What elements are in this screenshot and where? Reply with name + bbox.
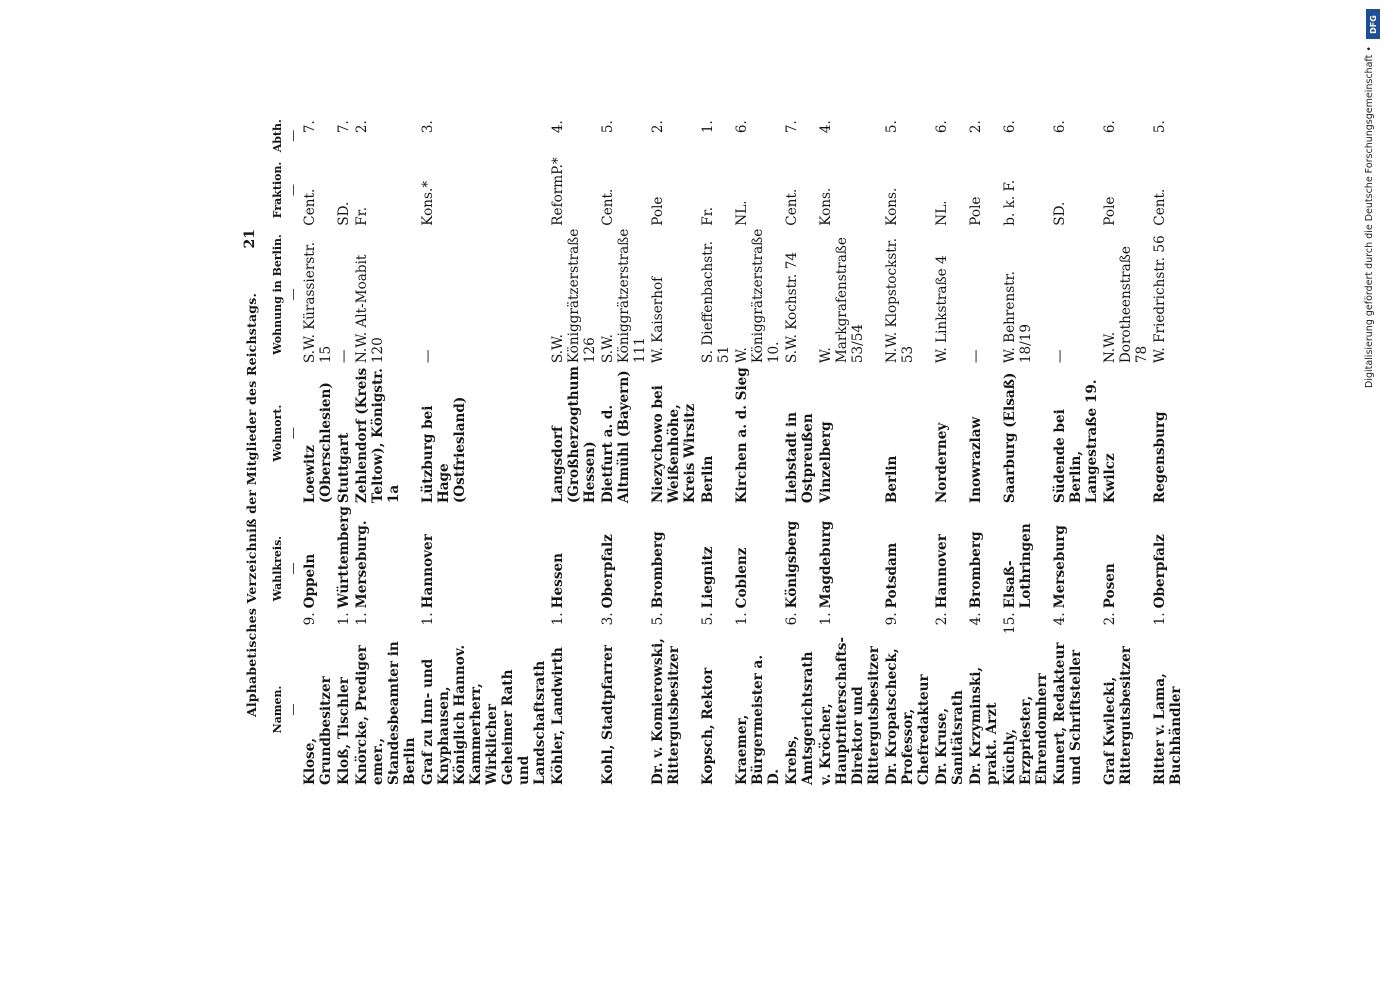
col-header-fraktion: Fraktion.: [271, 161, 284, 219]
wohnort: Langsdorf (Großherzogthum Hessen): [550, 366, 598, 504]
wahlkreis-name: Württemberg: [336, 506, 352, 609]
member-name: Kopsch, Rektor: [700, 667, 716, 785]
wahlkreis-name: Oppeln: [302, 553, 318, 609]
fraktion: Kons.: [884, 187, 900, 226]
wahlkreis-number: 1.: [734, 612, 750, 626]
wohnung-berlin: N.W. Klopstockstr. 53: [884, 237, 916, 364]
table-row: [818, 117, 882, 785]
fraktion: b. k. F.: [1002, 179, 1018, 226]
abtheilung: 6.: [934, 120, 950, 134]
wahlkreis-number: 4.: [1052, 612, 1068, 626]
table-row: [600, 117, 648, 785]
col-header-wohnung-berlin: Wohnung in Berlin.: [271, 234, 284, 355]
fraktion: Cent.: [600, 188, 616, 226]
abtheilung: 6.: [1052, 120, 1068, 134]
wahlkreis-number: 1.: [336, 612, 352, 626]
wohnort: Kwilcz: [1102, 453, 1118, 504]
member-name: Kloß, Tischler: [336, 677, 352, 785]
fraktion: ReformP.*: [550, 157, 566, 226]
table-row: [302, 117, 334, 785]
wahlkreis-name: Potsdam: [884, 542, 900, 609]
wahlkreis-name: Liegnitz: [700, 546, 716, 609]
member-name: Graf Kwilecki, Rittergutsbesitzer: [1102, 646, 1134, 785]
table-row: [1002, 117, 1050, 785]
wohnung-berlin: N.W. Alt-Moabit 120: [354, 254, 386, 364]
wohnort: Berlin: [700, 455, 716, 504]
wahlkreis-number: 2.: [934, 612, 950, 626]
wahlkreis-name: Magdeburg: [818, 520, 834, 609]
wahlkreis-name: Bromberg: [650, 531, 666, 609]
table-row: [336, 117, 352, 785]
abtheilung: 5.: [1152, 120, 1168, 134]
table-row: [650, 117, 698, 785]
header-dash: —: [286, 427, 300, 440]
wahlkreis-number: 15.: [1002, 612, 1018, 634]
wohnort: Regensburg: [1152, 411, 1168, 504]
member-name: Köhler, Landwirth: [550, 647, 566, 785]
wahlkreis-name: Hannover: [420, 534, 436, 609]
members-table-body: [302, 117, 1186, 785]
member-name: Graf zu Inn- und Knyphausen, Königlich Hannov. Kammerherr, Wirklicher Geheimer Rath und Landschaftsrath: [420, 644, 548, 785]
running-title: Alphabetisches Verzeichniß der Mitglieder des Reichstags.: [244, 292, 259, 718]
table-row: [700, 117, 732, 785]
fraktion: Kons.*: [420, 180, 436, 226]
member-name: Kohl, Stadtpfarrer: [600, 644, 616, 785]
wohnort: Stuttgart: [336, 432, 352, 504]
wohnort: Südende bei Berlin, Langestraße 19.: [1052, 379, 1100, 504]
fraktion: Fr.: [700, 206, 716, 226]
abtheilung: 7.: [302, 120, 318, 134]
wohnung-berlin: S. Dieffenbachstr. 51: [700, 240, 732, 364]
wahlkreis-name: Bromberg: [968, 531, 984, 609]
abtheilung: 4.: [550, 120, 566, 134]
col-header-name: Namen.: [271, 685, 284, 734]
wohnort: Niezychowo bei Weißenhöhe, Kreis Wirsitz: [650, 385, 698, 504]
wahlkreis-name: Coblenz: [734, 547, 750, 609]
member-name: Dr. Kropatscheck, Professor, Chefredakteur: [884, 648, 932, 785]
table-row: [354, 117, 418, 785]
wahlkreis-number: 2.: [1102, 612, 1118, 626]
member-name: Küchly, Erzpriester, Ehrendomherr: [1002, 673, 1050, 785]
wohnort: Dietfurt a. d. Altmühl (Bayern): [600, 370, 632, 504]
table-row: [968, 117, 1000, 785]
abtheilung: 7.: [784, 120, 800, 134]
wohnung-berlin: S.W. Königgrätzerstraße 111: [600, 228, 648, 364]
fraktion: Pole: [650, 196, 666, 226]
table-row: [1052, 117, 1100, 785]
member-name: Dr. v. Komierowski, Rittergutsbesitzer: [650, 638, 682, 785]
dfg-logo: DFG: [1366, 9, 1380, 39]
wohnort: Vinzelberg: [818, 421, 834, 504]
fraktion: SD.: [1052, 201, 1068, 226]
col-header-wohnort: Wohnort.: [271, 404, 284, 462]
wohnung-berlin: —: [1052, 349, 1068, 364]
wohnung-berlin: —: [336, 349, 352, 364]
wohnung-berlin: S.W. Kürassierstr. 15: [302, 241, 334, 364]
wahlkreis-number: 9.: [302, 612, 318, 626]
wohnung-berlin: W. Kaiserhof: [650, 276, 666, 364]
fraktion: SD.: [336, 201, 352, 226]
fraktion: Pole: [1102, 196, 1118, 226]
wohnort: Liebstadt in Ostpreußen: [784, 411, 816, 504]
col-header-wahlkreis: Wahlkreis.: [271, 535, 284, 602]
member-name: Knörcke, Prediger emer., Standesbeamter in Berlin: [354, 641, 418, 785]
member-name: Krebs, Amtsgerichtsrath: [784, 651, 816, 785]
wohnort: Saarburg (Elsaß): [1002, 372, 1018, 504]
fraktion: Cent.: [784, 188, 800, 226]
abtheilung: 6.: [734, 120, 750, 134]
member-name: Dr. Krzyminski, prakt. Arzt: [968, 666, 1000, 785]
wohnort: Lützburg bei Hage (Ostfriesland): [420, 396, 468, 504]
wohnort: Norderney: [934, 422, 950, 504]
abtheilung: 2.: [354, 120, 370, 134]
wahlkreis-name: Posen: [1102, 563, 1118, 609]
table-row: [934, 117, 966, 785]
fraktion: NL.: [934, 200, 950, 226]
abtheilung: 7.: [336, 120, 352, 134]
abtheilung: 6.: [1102, 120, 1118, 134]
wahlkreis-number: 1.: [354, 612, 370, 626]
fraktion: Kons.: [818, 187, 834, 226]
header-dash: —: [286, 129, 300, 142]
wohnort: Zehlendorf (Kreis Teltow), Königstr. 1a: [354, 367, 402, 504]
abtheilung: 5.: [884, 120, 900, 134]
abtheilung: 6.: [1002, 120, 1018, 134]
row-spacer: [1184, 117, 1186, 785]
wahlkreis-number: 1.: [550, 612, 566, 626]
wohnort: Inowrazlaw: [968, 416, 984, 504]
abtheilung: 2.: [650, 120, 666, 134]
col-header-abtheilung: Abth.: [271, 119, 284, 153]
member-name: Klose, Grundbesitzer: [302, 676, 334, 785]
fraktion: Pole: [968, 196, 984, 226]
table-row: [550, 117, 598, 785]
wahlkreis-number: 9.: [884, 612, 900, 626]
table-row: [884, 117, 932, 785]
wahlkreis-name: Elsaß-Lothringen: [1002, 523, 1034, 609]
fraktion: Fr.: [354, 206, 370, 226]
wahlkreis-name: Merseburg.: [354, 520, 370, 609]
wahlkreis-number: 4.: [968, 612, 984, 626]
row-spacer-cell: [1184, 117, 1186, 785]
header-dash: —: [286, 288, 300, 301]
rotated-register-page: [242, 119, 1184, 785]
member-name: Kraemer, Bürgermeister a. D.: [734, 654, 782, 785]
table-row: [1102, 117, 1150, 785]
header-dash: —: [286, 562, 300, 575]
wahlkreis-number: 1.: [420, 612, 436, 626]
wohnung-berlin: N.W. Dorotheenstraße 78: [1102, 246, 1150, 364]
wahlkreis-name: Hessen: [550, 552, 566, 609]
header-dash: —: [286, 703, 300, 716]
wahlkreis-name: Königsberg: [784, 520, 800, 609]
wahlkreis-number: 1.: [818, 612, 834, 626]
fraktion: Cent.: [302, 188, 318, 226]
table-row: [734, 117, 782, 785]
table-row: [784, 117, 816, 785]
member-name: Dr. Kruse, Sanitätsrath: [934, 690, 966, 785]
wohnung-berlin: W. Markgrafenstraße 53/54: [818, 237, 866, 364]
header-dash-row: [288, 117, 302, 785]
digitization-credit: Digitalisierung gefördert durch die Deutsche Forschungsgemeinschaft •: [1364, 46, 1375, 388]
wohnung-berlin: W. Friedrichstr. 56: [1152, 235, 1168, 364]
member-name: Ritter v. Lama, Buchhändler: [1152, 673, 1184, 785]
header-dash: —: [286, 184, 300, 196]
fraktion: NL.: [734, 200, 750, 226]
wahlkreis-name: Oberpfalz: [600, 534, 616, 609]
fraktion: Cent.: [1152, 188, 1168, 226]
table-row: [420, 117, 548, 785]
wahlkreis-name: Oberpfalz: [1152, 534, 1168, 609]
wohnort: Berlin: [884, 455, 900, 504]
wohnung-berlin: W. Königgrätzerstraße 10.: [734, 228, 782, 364]
wohnung-berlin: S.W. Kochstr. 74: [784, 252, 800, 364]
wahlkreis-number: 5.: [700, 612, 716, 626]
wohnung-berlin: —: [420, 349, 436, 364]
abtheilung: 2.: [968, 120, 984, 134]
table-row: [1152, 117, 1184, 785]
wahlkreis-number: 6.: [784, 612, 800, 626]
wohnort: Kirchen a. d. Sieg: [734, 367, 750, 504]
member-name: v. Kröcher, Hauptritterschafts-Direktor und Rittergutsbesitzer: [818, 636, 882, 785]
abtheilung: 1.: [700, 120, 716, 134]
wohnort: Loewitz (Oberschlesien): [302, 382, 334, 504]
members-table: [270, 117, 1186, 785]
header-row: [270, 117, 288, 785]
wohnung-berlin: W. Behrenstr. 18/19: [1002, 271, 1034, 364]
page-number: 21: [242, 229, 258, 249]
wohnung-berlin: W. Linkstraße 4: [934, 255, 950, 364]
member-name: Kunert, Redakteur und Schriftsteller: [1052, 642, 1084, 785]
wahlkreis-name: Merseburg: [1052, 525, 1068, 609]
wahlkreis-name: Hannover: [934, 534, 950, 609]
wahlkreis-number: 1.: [1152, 612, 1168, 626]
wohnung-berlin: —: [968, 349, 984, 364]
abtheilung: 3.: [420, 120, 436, 134]
wahlkreis-number: 3.: [600, 612, 616, 626]
wahlkreis-number: 5.: [650, 612, 666, 626]
abtheilung: 4.: [818, 120, 834, 134]
wohnung-berlin: S.W. Königgrätzerstraße 126: [550, 228, 598, 364]
abtheilung: 5.: [600, 120, 616, 134]
